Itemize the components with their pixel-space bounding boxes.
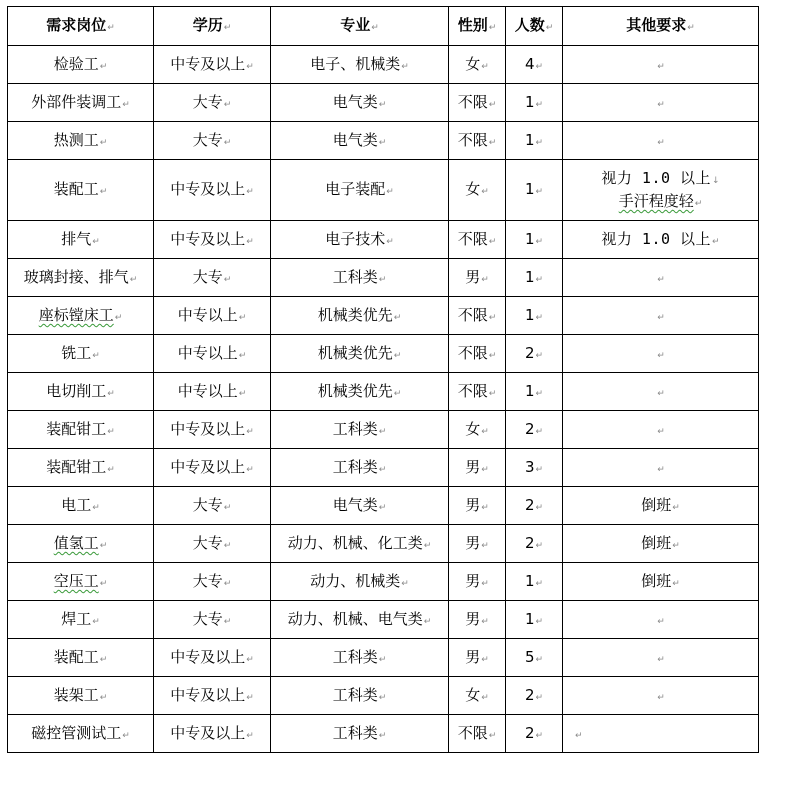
- major-cell: 工科类↵: [271, 639, 449, 677]
- header-cell: 学历↵: [154, 7, 271, 46]
- gender-cell: 男↵: [449, 259, 506, 297]
- requirement-line: 倒班↵: [641, 571, 680, 590]
- count-cell: 3↵: [506, 449, 563, 487]
- table-row: [8, 221, 759, 259]
- gender-cell: 女↵: [449, 46, 506, 84]
- position-cell: 电工↵: [8, 487, 154, 525]
- paragraph-mark: ↵: [535, 137, 544, 148]
- requirement-line: 视力 1.0 以上↓: [601, 168, 720, 187]
- paragraph-mark: ↵: [99, 540, 108, 551]
- paragraph-mark: ↵: [246, 426, 254, 437]
- education-cell: 中专以上↵: [154, 297, 271, 335]
- major-cell: 电气类↵: [271, 122, 449, 160]
- table-row: [8, 525, 759, 563]
- other-requirements-cell: [563, 373, 759, 411]
- paragraph-mark: ↵: [535, 540, 544, 551]
- table-row: [8, 373, 759, 411]
- paragraph-mark: ↵: [481, 692, 489, 703]
- paragraph-mark: ↵: [481, 540, 489, 551]
- paragraph-mark: ↵: [535, 312, 544, 323]
- paragraph-mark: ↵: [535, 426, 544, 437]
- education-cell: 大专↵: [154, 563, 271, 601]
- education-cell: 大专↵: [154, 122, 271, 160]
- count-cell: 1↵: [506, 373, 563, 411]
- paragraph-mark: ↵: [223, 99, 232, 110]
- paragraph-mark: ↵: [657, 350, 665, 361]
- major-cell: 电气类↵: [271, 487, 449, 525]
- paragraph-mark: ↵: [107, 23, 115, 34]
- paragraph-mark: ↵: [657, 464, 665, 475]
- requirement-line: 手汗程度轻↵: [618, 192, 703, 210]
- table-row: [8, 259, 759, 297]
- count-cell: 4↵: [506, 46, 563, 84]
- paragraph-mark: ↵: [238, 350, 247, 361]
- education-cell: 中专以上↵: [154, 373, 271, 411]
- position-cell: 值氢工↵: [8, 525, 154, 563]
- paragraph-mark: ↵: [488, 312, 497, 323]
- paragraph-mark: ↵: [657, 137, 665, 148]
- paragraph-mark: ↵: [246, 464, 254, 475]
- paragraph-mark: ↵: [535, 61, 544, 72]
- position-cell: 座标镗床工↵: [8, 297, 154, 335]
- paragraph-mark: ↵: [672, 502, 680, 513]
- paragraph-mark: ↵: [657, 426, 665, 437]
- major-cell: 工科类↵: [271, 677, 449, 715]
- gender-cell: 女↵: [449, 411, 506, 449]
- major-cell: 动力、机械、化工类↵: [271, 525, 449, 563]
- education-cell: 中专及以上↵: [154, 449, 271, 487]
- other-requirements-cell: [563, 487, 759, 525]
- paragraph-mark: ↵: [122, 99, 130, 110]
- paragraph-mark: ↵: [535, 692, 544, 703]
- position-cell: 检验工↵: [8, 46, 154, 84]
- table-row: [8, 715, 759, 753]
- major-cell: 电气类↵: [271, 84, 449, 122]
- count-cell: 1↵: [506, 259, 563, 297]
- count-cell: 5↵: [506, 639, 563, 677]
- paragraph-mark: ↵: [246, 730, 254, 741]
- other-requirements-cell: [563, 122, 759, 160]
- paragraph-mark: ↵: [246, 654, 254, 665]
- paragraph-mark: ↵: [535, 464, 544, 475]
- table-row: [8, 487, 759, 525]
- paragraph-mark: ↵: [481, 502, 489, 513]
- paragraph-mark: ↵: [657, 61, 665, 72]
- paragraph-mark: ↵: [99, 578, 108, 589]
- paragraph-mark: ↵: [107, 388, 115, 399]
- paragraph-mark: ↵: [378, 502, 387, 513]
- paragraph-mark: ↵: [378, 730, 387, 741]
- paragraph-mark: ↵: [378, 99, 387, 110]
- paragraph-mark: ↵: [378, 464, 387, 475]
- major-cell: 工科类↵: [271, 411, 449, 449]
- other-requirements-cell: [563, 677, 759, 715]
- paragraph-mark: ↵: [378, 274, 387, 285]
- paragraph-mark: ↵: [246, 692, 254, 703]
- paragraph-mark: ↵: [481, 616, 489, 627]
- paragraph-mark: ↵: [393, 388, 402, 399]
- gender-cell: 不限↵: [449, 297, 506, 335]
- education-cell: 中专及以上↵: [154, 411, 271, 449]
- paragraph-mark: ↵: [488, 137, 497, 148]
- major-cell: 电子、机械类↵: [271, 46, 449, 84]
- count-cell: 1↵: [506, 84, 563, 122]
- paragraph-mark: ↵: [481, 578, 489, 589]
- table-row: [8, 122, 759, 160]
- header-cell: 其他要求↵: [563, 7, 759, 46]
- paragraph-mark: ↵: [672, 578, 680, 589]
- table-row: [8, 411, 759, 449]
- paragraph-mark: ↵: [223, 578, 232, 589]
- paragraph-mark: ↵: [535, 388, 544, 399]
- other-requirements-cell: [563, 297, 759, 335]
- requirement-line: 视力 1.0 以上↵: [601, 229, 720, 248]
- education-cell: 大专↵: [154, 487, 271, 525]
- paragraph-mark: ↵: [393, 350, 402, 361]
- paragraph-mark: ↵: [535, 236, 544, 247]
- paragraph-mark: ↵: [672, 540, 680, 551]
- paragraph-mark: ↵: [246, 187, 254, 198]
- table-row: [8, 84, 759, 122]
- count-cell: 1↵: [506, 221, 563, 259]
- header-cell: 性别↵: [449, 7, 506, 46]
- major-cell: 机械类优先↵: [271, 297, 449, 335]
- paragraph-mark: ↵: [246, 236, 254, 247]
- requirement-line: 倒班↵: [641, 533, 680, 552]
- education-cell: 中专及以上↵: [154, 160, 271, 221]
- recruitment-table-document: [7, 6, 759, 753]
- gender-cell: 不限↵: [449, 373, 506, 411]
- paragraph-mark: ↵: [535, 99, 544, 110]
- paragraph-mark: ↵: [535, 274, 544, 285]
- gender-cell: 男↵: [449, 487, 506, 525]
- count-cell: 1↵: [506, 601, 563, 639]
- paragraph-mark: ↵: [481, 426, 489, 437]
- paragraph-mark: ↵: [386, 187, 394, 198]
- paragraph-mark: ↵: [223, 23, 232, 34]
- other-requirements-cell: [563, 160, 759, 221]
- gender-cell: 女↵: [449, 677, 506, 715]
- count-cell: 2↵: [506, 411, 563, 449]
- paragraph-mark: ↵: [223, 137, 232, 148]
- table-row: [8, 677, 759, 715]
- gender-cell: 不限↵: [449, 335, 506, 373]
- paragraph-mark: ↵: [535, 730, 544, 741]
- position-cell: 外部件装调工↵: [8, 84, 154, 122]
- paragraph-mark: ↵: [401, 578, 409, 589]
- paragraph-mark: ↵: [223, 616, 232, 627]
- gender-cell: 男↵: [449, 601, 506, 639]
- paragraph-mark: ↵: [92, 350, 100, 361]
- paragraph-mark: ↵: [99, 692, 108, 703]
- paragraph-mark: ↵: [535, 578, 544, 589]
- major-cell: 机械类优先↵: [271, 373, 449, 411]
- header-cell: 专业↵: [271, 7, 449, 46]
- count-cell: 1↵: [506, 122, 563, 160]
- paragraph-mark: ↵: [238, 312, 247, 323]
- paragraph-mark: ↵: [99, 654, 108, 665]
- other-requirements-cell: [563, 601, 759, 639]
- other-requirements-cell: [563, 563, 759, 601]
- count-cell: 1↵: [506, 563, 563, 601]
- paragraph-mark: ↵: [386, 236, 394, 247]
- position-cell: 铣工↵: [8, 335, 154, 373]
- major-cell: 动力、机械、电气类↵: [271, 601, 449, 639]
- table-row: [8, 160, 759, 221]
- paragraph-mark: ↵: [423, 616, 432, 627]
- major-cell: 工科类↵: [271, 449, 449, 487]
- major-cell: 动力、机械类↵: [271, 563, 449, 601]
- paragraph-mark: ↵: [488, 99, 497, 110]
- count-cell: 2↵: [506, 525, 563, 563]
- position-cell: 玻璃封接、排气↵: [8, 259, 154, 297]
- count-cell: 1↵: [506, 160, 563, 221]
- paragraph-mark: ↵: [535, 502, 544, 513]
- position-cell: 焊工↵: [8, 601, 154, 639]
- major-cell: 电子技术↵: [271, 221, 449, 259]
- paragraph-mark: ↵: [657, 312, 665, 323]
- education-cell: 大专↵: [154, 84, 271, 122]
- paragraph-mark: ↵: [488, 236, 497, 247]
- table-row: [8, 563, 759, 601]
- position-cell: 电切削工↵: [8, 373, 154, 411]
- paragraph-mark: ↵: [423, 540, 432, 551]
- major-cell: 工科类↵: [271, 715, 449, 753]
- paragraph-mark: ↵: [657, 274, 665, 285]
- gender-cell: 不限↵: [449, 122, 506, 160]
- education-cell: 中专及以上↵: [154, 46, 271, 84]
- paragraph-mark: ↵: [488, 350, 497, 361]
- other-requirements-cell: [563, 84, 759, 122]
- paragraph-mark: ↵: [246, 61, 254, 72]
- paragraph-mark: ↵: [378, 654, 387, 665]
- paragraph-mark: ↵: [378, 426, 387, 437]
- paragraph-mark: ↵: [535, 350, 544, 361]
- paragraph-mark: ↵: [371, 23, 379, 34]
- paragraph-mark: ↵: [92, 616, 100, 627]
- paragraph-mark: ↵: [238, 388, 247, 399]
- paragraph-mark: ↵: [393, 312, 402, 323]
- other-requirements-cell: [563, 525, 759, 563]
- line-break-mark: ↓: [712, 175, 720, 186]
- paragraph-mark: ↵: [107, 464, 115, 475]
- paragraph-mark: ↵: [657, 692, 665, 703]
- table-row: [8, 639, 759, 677]
- paragraph-mark: ↵: [535, 187, 544, 198]
- paragraph-mark: ↵: [657, 654, 665, 665]
- table-row: [8, 46, 759, 84]
- paragraph-mark: ↵: [481, 464, 489, 475]
- gender-cell: 女↵: [449, 160, 506, 221]
- paragraph-mark: ↵: [129, 274, 138, 285]
- position-cell: 热测工↵: [8, 122, 154, 160]
- gender-cell: 男↵: [449, 525, 506, 563]
- paragraph-mark: ↵: [535, 654, 544, 665]
- paragraph-mark: ↵: [378, 692, 387, 703]
- table-row: [8, 449, 759, 487]
- education-cell: 中专及以上↵: [154, 221, 271, 259]
- gender-cell: 不限↵: [449, 84, 506, 122]
- other-requirements-cell: [563, 411, 759, 449]
- education-cell: 中专及以上↵: [154, 715, 271, 753]
- education-cell: 中专及以上↵: [154, 677, 271, 715]
- paragraph-mark: ↵: [223, 540, 232, 551]
- gender-cell: 不限↵: [449, 221, 506, 259]
- paragraph-mark: ↵: [657, 388, 665, 399]
- paragraph-mark: ↵: [535, 616, 544, 627]
- education-cell: 大专↵: [154, 259, 271, 297]
- paragraph-mark: ↵: [107, 426, 115, 437]
- header-row: [8, 7, 759, 46]
- other-requirements-cell: [563, 335, 759, 373]
- position-cell: 排气↵: [8, 221, 154, 259]
- table-row: [8, 601, 759, 639]
- paragraph-mark: ↵: [575, 730, 583, 741]
- paragraph-mark: ↵: [488, 23, 497, 34]
- paragraph-mark: ↵: [223, 274, 232, 285]
- paragraph-mark: ↵: [114, 312, 123, 323]
- header-cell: 人数↵: [506, 7, 563, 46]
- paragraph-mark: ↵: [712, 236, 720, 247]
- header-cell: 需求岗位↵: [8, 7, 154, 46]
- count-cell: 1↵: [506, 297, 563, 335]
- table-row: [8, 335, 759, 373]
- position-cell: 装配工↵: [8, 639, 154, 677]
- education-cell: 大专↵: [154, 525, 271, 563]
- paragraph-mark: ↵: [99, 61, 108, 72]
- paragraph-mark: ↵: [687, 23, 695, 34]
- other-requirements-cell: [563, 715, 759, 753]
- other-requirements-cell: [563, 639, 759, 677]
- paragraph-mark: ↵: [92, 236, 100, 247]
- count-cell: 2↵: [506, 715, 563, 753]
- position-cell: 装配钳工↵: [8, 411, 154, 449]
- count-cell: 2↵: [506, 487, 563, 525]
- position-cell: 装配工↵: [8, 160, 154, 221]
- paragraph-mark: ↵: [378, 137, 387, 148]
- major-cell: 工科类↵: [271, 259, 449, 297]
- gender-cell: 男↵: [449, 449, 506, 487]
- other-requirements-cell: [563, 46, 759, 84]
- recruitment-table: [7, 6, 759, 753]
- major-cell: 电子装配↵: [271, 160, 449, 221]
- major-cell: 机械类优先↵: [271, 335, 449, 373]
- paragraph-mark: ↵: [401, 61, 409, 72]
- paragraph-mark: ↵: [657, 616, 665, 627]
- paragraph-mark: ↵: [488, 730, 497, 741]
- position-cell: 磁控管测试工↵: [8, 715, 154, 753]
- count-cell: 2↵: [506, 335, 563, 373]
- education-cell: 中专及以上↵: [154, 639, 271, 677]
- paragraph-mark: ↵: [481, 61, 489, 72]
- paragraph-mark: ↵: [122, 730, 130, 741]
- paragraph-mark: ↵: [481, 274, 489, 285]
- paragraph-mark: ↵: [481, 654, 489, 665]
- gender-cell: 男↵: [449, 639, 506, 677]
- education-cell: 大专↵: [154, 601, 271, 639]
- table-row: [8, 297, 759, 335]
- gender-cell: 不限↵: [449, 715, 506, 753]
- position-cell: 装配钳工↵: [8, 449, 154, 487]
- paragraph-mark: ↵: [488, 388, 497, 399]
- paragraph-mark: ↵: [223, 502, 232, 513]
- other-requirements-cell: [563, 221, 759, 259]
- position-cell: 装架工↵: [8, 677, 154, 715]
- paragraph-mark: ↵: [99, 187, 108, 198]
- paragraph-mark: ↵: [99, 137, 108, 148]
- paragraph-mark: ↵: [92, 502, 100, 513]
- gender-cell: 男↵: [449, 563, 506, 601]
- paragraph-mark: ↵: [657, 99, 665, 110]
- other-requirements-cell: [563, 449, 759, 487]
- count-cell: 2↵: [506, 677, 563, 715]
- paragraph-mark: ↵: [481, 187, 489, 198]
- position-cell: 空压工↵: [8, 563, 154, 601]
- requirement-line: 倒班↵: [641, 495, 680, 514]
- other-requirements-cell: [563, 259, 759, 297]
- education-cell: 中专以上↵: [154, 335, 271, 373]
- paragraph-mark: ↵: [694, 199, 703, 209]
- paragraph-mark: ↵: [545, 23, 554, 34]
